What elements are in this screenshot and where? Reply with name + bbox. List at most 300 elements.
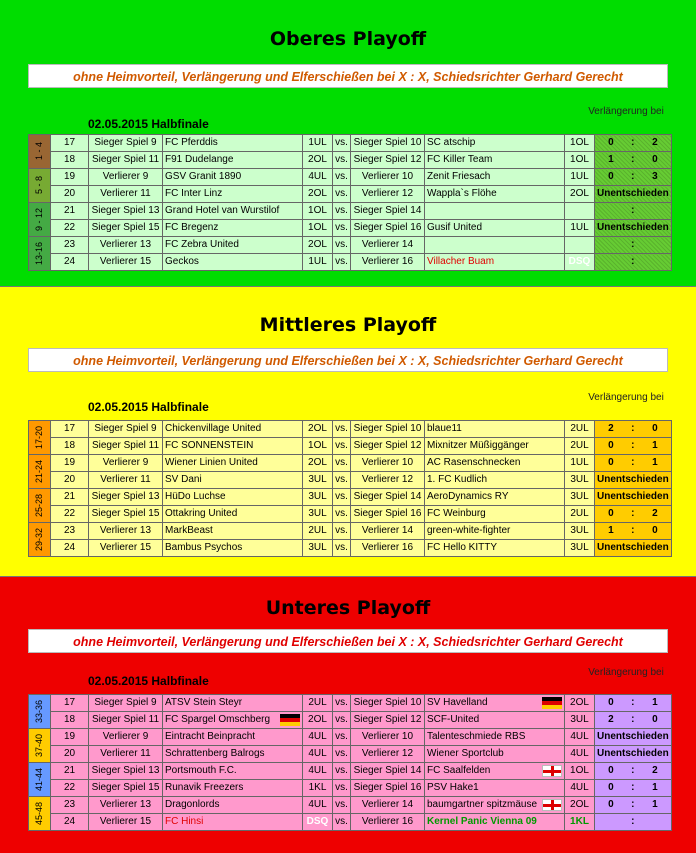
home-source-text: Verlierer 9 — [102, 731, 149, 742]
home-source-text: Verlierer 13 — [99, 799, 152, 810]
score-s2: 1 — [652, 457, 658, 468]
home-team — [163, 780, 303, 797]
match-row — [29, 746, 672, 763]
home-source-text: Sieger Spiel 13 — [91, 491, 160, 502]
result-cell — [595, 746, 672, 763]
result-cell — [595, 135, 672, 152]
home-source — [89, 780, 163, 797]
vs-label: vs. — [333, 438, 351, 455]
match-number-text: 23 — [63, 799, 76, 810]
vs-label: vs. — [333, 695, 351, 712]
match-row — [29, 780, 672, 797]
match-number-text: 17 — [63, 423, 76, 434]
result-cell — [595, 254, 672, 271]
home-source-text: Sieger Spiel 15 — [91, 222, 160, 233]
vs-label: vs. — [333, 472, 351, 489]
vs-label: vs. — [333, 780, 351, 797]
away-team-text: Villacher Buam — [427, 256, 495, 267]
home-source — [89, 438, 163, 455]
home-source-text: Sieger Spiel 9 — [94, 423, 157, 434]
vs-label: vs. — [333, 254, 351, 271]
home-team-text: Eintracht Beinpracht — [165, 731, 256, 742]
date-label: 02.05.2015 Halbfinale — [88, 117, 209, 131]
away-source-text: Verlierer 14 — [361, 799, 414, 810]
match-number-text: 24 — [63, 542, 76, 553]
away-league — [565, 254, 595, 271]
away-source — [351, 135, 425, 152]
home-team-text: FC Bregenz — [165, 222, 219, 233]
home-source — [89, 489, 163, 506]
away-team — [425, 237, 565, 254]
home-league-text: 1OL — [308, 440, 327, 451]
away-source — [351, 254, 425, 271]
away-league-text: 4UL — [570, 748, 589, 759]
result-cell — [595, 797, 672, 814]
home-team-text: FC Zebra United — [165, 239, 239, 250]
home-team — [163, 169, 303, 186]
group-label-text: 21-24 — [34, 459, 44, 484]
score-s1: 0 — [608, 171, 614, 182]
match-number — [51, 220, 89, 237]
rules-banner: ohne Heimvorteil, Verlängerung und Elferschießen bei X : X, Schiedsrichter Gerhard Gerecht — [28, 629, 668, 653]
match-number — [51, 135, 89, 152]
away-team-text: FC Weinburg — [427, 508, 486, 519]
result-cell — [595, 506, 672, 523]
home-team — [163, 489, 303, 506]
home-team-text: Bambus Psychos — [165, 542, 243, 553]
home-league — [303, 220, 333, 237]
away-league-text: 1UL — [570, 457, 589, 468]
result-extra: Unentschieden — [597, 542, 669, 553]
away-source — [351, 237, 425, 254]
result-cell — [595, 540, 672, 557]
match-row — [29, 540, 672, 557]
home-team-text: Wiener Linien United — [165, 457, 258, 468]
away-team-text: AeroDynamics RY — [427, 491, 509, 502]
vs-label: vs. — [333, 135, 351, 152]
match-row — [29, 763, 672, 780]
vs-label: vs. — [333, 814, 351, 831]
home-team — [163, 540, 303, 557]
group-label-text: 13-16 — [34, 241, 44, 266]
vs-label: vs. — [333, 712, 351, 729]
away-team — [425, 169, 565, 186]
score-sep: : — [631, 154, 635, 165]
away-team — [425, 152, 565, 169]
score-sep: : — [631, 423, 635, 434]
away-league-text: 3UL — [570, 491, 589, 502]
score-s2: 0 — [652, 154, 658, 165]
away-league — [565, 472, 595, 489]
away-team-text: PSV Hake1 — [427, 782, 479, 793]
away-league-text: 3UL — [570, 474, 589, 485]
group-label — [29, 797, 51, 831]
match-number-text: 19 — [63, 457, 76, 468]
away-source — [351, 523, 425, 540]
away-source-text: Sieger Spiel 10 — [353, 697, 422, 708]
away-league-text: 2UL — [570, 423, 589, 434]
home-league — [303, 489, 333, 506]
match-row — [29, 523, 672, 540]
score-s1: 0 — [608, 697, 614, 708]
score-sep: : — [631, 697, 635, 708]
home-team — [163, 186, 303, 203]
home-team — [163, 254, 303, 271]
match-number-text: 20 — [63, 748, 76, 759]
flag-icon — [542, 697, 562, 709]
home-league — [303, 203, 333, 220]
match-number — [51, 438, 89, 455]
home-source-text: Sieger Spiel 11 — [91, 714, 160, 725]
match-number — [51, 254, 89, 271]
away-league — [565, 203, 595, 220]
away-league-text: 1KL — [570, 816, 589, 827]
home-league — [303, 455, 333, 472]
result-extra: Unentschieden — [597, 474, 669, 485]
group-label — [29, 695, 51, 729]
match-row — [29, 797, 672, 814]
score-s2: 2 — [652, 765, 658, 776]
home-team-text: FC Hinsi — [165, 816, 204, 827]
home-league — [303, 540, 333, 557]
home-team-text: F91 Dudelange — [165, 154, 234, 165]
home-league — [303, 152, 333, 169]
away-league-text: 3UL — [570, 542, 589, 553]
match-row — [29, 506, 672, 523]
section-title: Unteres Playoff — [265, 597, 431, 619]
result-extra: Unentschieden — [597, 748, 669, 759]
home-source — [89, 169, 163, 186]
match-number-text: 23 — [63, 525, 76, 536]
home-team-text: FC Pferddis — [165, 137, 218, 148]
match-number-text: 20 — [63, 188, 76, 199]
match-row — [29, 421, 672, 438]
home-source — [89, 746, 163, 763]
away-source — [351, 506, 425, 523]
group-label — [29, 203, 51, 237]
home-source — [89, 237, 163, 254]
match-row — [29, 152, 672, 169]
away-source — [351, 186, 425, 203]
result-cell — [595, 814, 672, 831]
match-number-text: 18 — [63, 714, 76, 725]
score-s1: 0 — [608, 799, 614, 810]
rules-banner: ohne Heimvorteil, Verlängerung und Elferschießen bei X : X, Schiedsrichter Gerhard Gerecht — [28, 348, 668, 372]
match-row — [29, 712, 672, 729]
away-source — [351, 220, 425, 237]
home-league-text: DSQ — [306, 816, 329, 827]
away-league-text: 2UL — [570, 508, 589, 519]
match-number — [51, 814, 89, 831]
home-team — [163, 523, 303, 540]
score-sep: : — [631, 440, 635, 451]
away-team — [425, 186, 565, 203]
home-league-text: 4UL — [308, 765, 327, 776]
score-sep: : — [631, 525, 635, 536]
match-number — [51, 169, 89, 186]
vs-label: vs. — [333, 729, 351, 746]
away-league — [565, 455, 595, 472]
away-league-text: 3UL — [570, 714, 589, 725]
home-league — [303, 135, 333, 152]
match-number — [51, 695, 89, 712]
score-s2: 1 — [652, 440, 658, 451]
home-source-text: Verlierer 15 — [99, 256, 152, 267]
home-team — [163, 472, 303, 489]
away-league-text: 1UL — [570, 171, 589, 182]
match-row — [29, 455, 672, 472]
home-source — [89, 763, 163, 780]
home-league-text: 3UL — [308, 508, 327, 519]
vs-label: vs. — [333, 763, 351, 780]
group-label — [29, 763, 51, 797]
match-number-text: 23 — [63, 239, 76, 250]
away-source — [351, 438, 425, 455]
away-team — [425, 135, 565, 152]
score-s2: 3 — [652, 171, 658, 182]
home-source — [89, 220, 163, 237]
home-source-text: Verlierer 15 — [99, 542, 152, 553]
match-number — [51, 712, 89, 729]
home-team-text: Grand Hotel van Wurstilof — [165, 205, 280, 216]
home-league-text: 2OL — [308, 154, 327, 165]
away-league-text: DSQ — [568, 256, 591, 267]
home-league — [303, 237, 333, 254]
group-label-text: 33-36 — [34, 699, 44, 724]
away-team-text: SC atschip — [427, 137, 476, 148]
match-number — [51, 523, 89, 540]
match-number — [51, 797, 89, 814]
away-team — [425, 797, 565, 814]
score-sep: : — [631, 457, 635, 468]
match-number-text: 19 — [63, 731, 76, 742]
result-cell — [595, 523, 672, 540]
extra-time-label: Verlängerung bei — [588, 667, 664, 678]
home-league-text: 4UL — [308, 731, 327, 742]
result-cell — [595, 169, 672, 186]
date-label: 02.05.2015 Halbfinale — [88, 400, 209, 414]
home-league-text: 1KL — [308, 782, 327, 793]
away-source-text: Sieger Spiel 14 — [353, 491, 422, 502]
home-source — [89, 814, 163, 831]
away-source-text: Sieger Spiel 16 — [353, 508, 422, 519]
group-label-text: 9 - 12 — [34, 207, 44, 231]
away-league — [565, 763, 595, 780]
home-team — [163, 237, 303, 254]
flag-icon — [542, 799, 562, 811]
away-league-text: 4UL — [570, 731, 589, 742]
home-source-text: Verlierer 15 — [99, 816, 152, 827]
score-sep: : — [631, 256, 635, 267]
match-row — [29, 489, 672, 506]
vs-label: vs. — [333, 152, 351, 169]
result-cell — [595, 729, 672, 746]
away-league-text: 2UL — [570, 440, 589, 451]
away-source — [351, 540, 425, 557]
vs-label: vs. — [333, 203, 351, 220]
group-label — [29, 421, 51, 455]
home-source-text: Sieger Spiel 11 — [91, 440, 160, 451]
away-league — [565, 237, 595, 254]
score-s2: 0 — [652, 525, 658, 536]
away-team — [425, 814, 565, 831]
away-team-text: Zenit Friesach — [427, 171, 491, 182]
score-s1: 0 — [608, 508, 614, 519]
home-source — [89, 540, 163, 557]
away-league — [565, 523, 595, 540]
score-s2: 0 — [652, 423, 658, 434]
score-s2: 1 — [652, 782, 658, 793]
score-sep: : — [631, 239, 635, 250]
rules-banner: ohne Heimvorteil, Verlängerung und Elferschießen bei X : X, Schiedsrichter Gerhard Gerecht — [28, 64, 668, 88]
home-source-text: Sieger Spiel 9 — [94, 697, 157, 708]
match-number-text: 18 — [63, 154, 76, 165]
match-table — [28, 420, 672, 557]
result-extra: Unentschieden — [597, 222, 669, 233]
home-league — [303, 695, 333, 712]
home-league-text: 2OL — [308, 714, 327, 725]
score-s1: 0 — [608, 440, 614, 451]
away-source-text: Verlierer 16 — [361, 256, 414, 267]
away-league — [565, 540, 595, 557]
away-team-text: AC Rasenschnecken — [427, 457, 521, 468]
home-team — [163, 203, 303, 220]
group-label-text: 29-32 — [34, 527, 44, 552]
home-team-text: Ottakring United — [165, 508, 238, 519]
score-s1: 1 — [608, 154, 614, 165]
match-row — [29, 438, 672, 455]
away-team-text: Talenteschmiede RBS — [427, 731, 526, 742]
away-team-text: FC Hello KITTY — [427, 542, 498, 553]
away-league-text: 1OL — [570, 137, 589, 148]
away-team — [425, 421, 565, 438]
away-team — [425, 203, 565, 220]
home-league — [303, 729, 333, 746]
home-source-text: Verlierer 11 — [100, 188, 151, 199]
home-source — [89, 506, 163, 523]
section-title: Oberes Playoff — [269, 28, 427, 50]
away-source-text: Verlierer 12 — [361, 188, 414, 199]
home-league-text: 3UL — [308, 474, 327, 485]
home-team — [163, 746, 303, 763]
result-cell — [595, 237, 672, 254]
away-source-text: Verlierer 10 — [361, 171, 414, 182]
away-source — [351, 421, 425, 438]
home-league — [303, 746, 333, 763]
away-team — [425, 506, 565, 523]
home-source — [89, 523, 163, 540]
score-sep: : — [631, 799, 635, 810]
group-label-text: 37-40 — [34, 733, 44, 758]
away-league — [565, 746, 595, 763]
vs-label: vs. — [333, 540, 351, 557]
away-team — [425, 712, 565, 729]
match-number — [51, 237, 89, 254]
group-label — [29, 489, 51, 523]
away-team — [425, 780, 565, 797]
away-source-text: Sieger Spiel 16 — [353, 782, 422, 793]
match-number-text: 22 — [63, 508, 76, 519]
away-team-text: Wappla`s Flöhe — [427, 188, 497, 199]
home-source — [89, 135, 163, 152]
home-league-text: 3UL — [308, 491, 327, 502]
home-league — [303, 472, 333, 489]
home-team — [163, 455, 303, 472]
result-cell — [595, 186, 672, 203]
home-league-text: 2OL — [308, 423, 327, 434]
match-number — [51, 763, 89, 780]
group-label — [29, 729, 51, 763]
home-source-text: Verlierer 9 — [102, 457, 149, 468]
result-cell — [595, 438, 672, 455]
away-league-text: 2OL — [570, 697, 589, 708]
result-cell — [595, 421, 672, 438]
result-cell — [595, 472, 672, 489]
home-league-text: 1UL — [308, 256, 327, 267]
home-source-text: Verlierer 11 — [100, 474, 151, 485]
home-source — [89, 712, 163, 729]
group-label-text: 5 - 8 — [34, 176, 44, 195]
away-source-text: Sieger Spiel 14 — [353, 205, 422, 216]
away-source-text: Sieger Spiel 12 — [353, 714, 422, 725]
home-league — [303, 506, 333, 523]
match-number — [51, 780, 89, 797]
away-source — [351, 472, 425, 489]
score-s2: 0 — [652, 714, 658, 725]
flag-icon — [280, 714, 300, 726]
extra-time-label: Verlängerung bei — [588, 392, 664, 403]
match-number-text: 20 — [63, 474, 76, 485]
group-label-text: 25-28 — [34, 493, 44, 518]
away-team-text: SCF-United — [427, 714, 480, 725]
home-league — [303, 421, 333, 438]
home-league-text: 2OL — [308, 239, 327, 250]
score-sep: : — [631, 205, 635, 216]
score-s2: 1 — [652, 697, 658, 708]
away-team — [425, 540, 565, 557]
match-number — [51, 746, 89, 763]
home-source — [89, 186, 163, 203]
away-source — [351, 780, 425, 797]
score-s2: 2 — [652, 508, 658, 519]
score-sep: : — [631, 714, 635, 725]
away-team-text: FC Killer Team — [427, 154, 493, 165]
home-source-text: Sieger Spiel 13 — [91, 205, 160, 216]
match-row — [29, 135, 672, 152]
away-source-text: Verlierer 16 — [361, 816, 414, 827]
away-league — [565, 438, 595, 455]
group-label — [29, 135, 51, 169]
result-cell — [595, 455, 672, 472]
match-number — [51, 421, 89, 438]
away-team-text: blaue11 — [427, 423, 462, 434]
home-source — [89, 472, 163, 489]
away-source-text: Verlierer 14 — [361, 525, 414, 536]
result-cell — [595, 489, 672, 506]
score-s1: 0 — [608, 457, 614, 468]
home-source — [89, 729, 163, 746]
home-league — [303, 254, 333, 271]
away-league — [565, 780, 595, 797]
home-source-text: Verlierer 13 — [99, 525, 152, 536]
home-league — [303, 797, 333, 814]
home-source — [89, 797, 163, 814]
result-cell — [595, 780, 672, 797]
away-source — [351, 152, 425, 169]
match-row — [29, 186, 672, 203]
away-source-text: Sieger Spiel 10 — [353, 137, 422, 148]
group-label-text: 17-20 — [34, 425, 44, 450]
